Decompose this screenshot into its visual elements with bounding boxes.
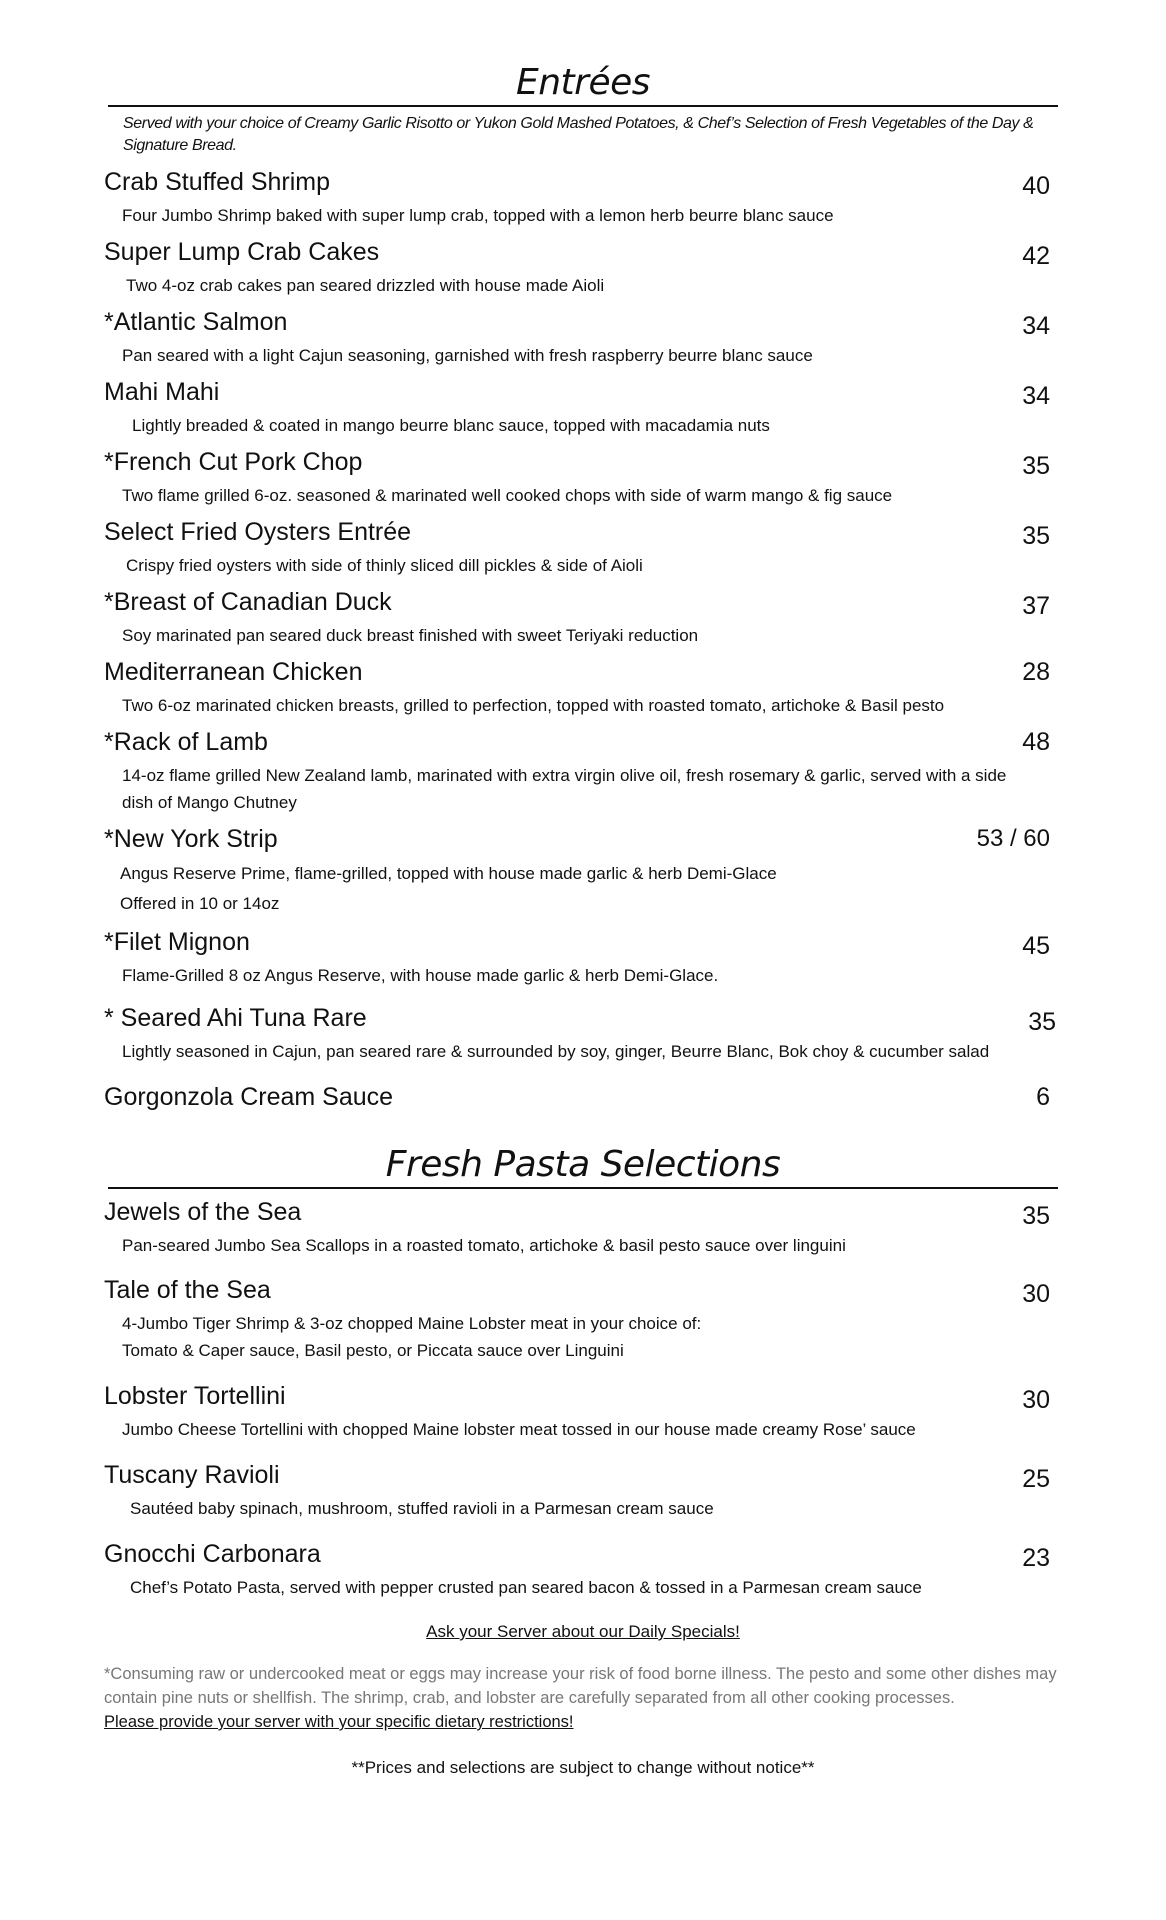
item-price: 6 (1036, 1083, 1050, 1111)
item-description: 14-oz flame grilled New Zealand lamb, marinated with extra virgin olive oil, fresh rosemary & garlic, served with a side dish of Mango Chutney (122, 766, 1007, 812)
item-description: Pan seared with a light Cajun seasoning, garnished with fresh raspberry beurre blanc sauce (122, 346, 813, 365)
item-price: 35 (1022, 452, 1050, 480)
item-name: *New York Strip (104, 825, 278, 853)
item-description: Two 4-oz crab cakes pan seared drizzled with house made Aioli (126, 276, 605, 295)
menu-item (104, 445, 1050, 509)
item-description: Angus Reserve Prime, flame-grilled, topped with house made garlic & herb Demi-Glace Offered in 10 or 14oz (120, 864, 777, 913)
menu-item (104, 585, 1050, 649)
menu-item (104, 1001, 1056, 1065)
menu-item (104, 725, 1050, 816)
menu-item (104, 515, 1050, 579)
item-name: *French Cut Pork Chop (104, 448, 363, 476)
price-change-notice: **Prices and selections are subject to change without notice** (351, 1758, 815, 1777)
menu-item (104, 1458, 1050, 1522)
item-description: Crispy fried oysters with side of thinly sliced dill pickles & side of Aioli (126, 556, 643, 575)
item-description: Lightly breaded & coated in mango beurre blanc sauce, topped with macadamia nuts (132, 416, 770, 435)
item-description: Pan-seared Jumbo Sea Scallops in a roasted tomato, artichoke & basil pesto sauce over linguini (122, 1236, 846, 1255)
item-price: 30 (1022, 1280, 1050, 1308)
menu-item (104, 1537, 1050, 1601)
item-price: 34 (1022, 312, 1050, 340)
item-name: Jewels of the Sea (104, 1198, 302, 1226)
item-name: *Breast of Canadian Duck (104, 588, 392, 616)
item-description: Flame-Grilled 8 oz Angus Reserve, with house made garlic & herb Demi-Glace. (122, 966, 719, 985)
item-description: Sautéed baby spinach, mushroom, stuffed ravioli in a Parmesan cream sauce (130, 1499, 714, 1518)
item-price: 53 / 60 (976, 825, 1050, 852)
item-price: 48 (1022, 728, 1050, 756)
item-name: Super Lump Crab Cakes (104, 238, 380, 266)
item-description: Chef’s Potato Pasta, served with pepper crusted pan seared bacon & tossed in a Parmesan cream sauce (130, 1578, 922, 1597)
item-name: Lobster Tortellini (104, 1382, 286, 1410)
item-name: * Seared Ahi Tuna Rare (104, 1004, 367, 1032)
item-price: 35 (1022, 522, 1050, 550)
menu-item (104, 305, 1050, 369)
item-price: 25 (1022, 1465, 1050, 1493)
dietary-restrictions-note: Please provide your server with your specific dietary restrictions! (104, 1713, 574, 1731)
item-price: 23 (1022, 1544, 1050, 1572)
item-price: 45 (1022, 932, 1050, 960)
item-description: Four Jumbo Shrimp baked with super lump crab, topped with a lemon herb beurre blanc sauce (122, 206, 834, 225)
item-name: Crab Stuffed Shrimp (104, 168, 331, 196)
item-description: Lightly seasoned in Cajun, pan seared rare & surrounded by soy, ginger, Beurre Blanc, Bok choy & cucumber salad (122, 1042, 990, 1061)
item-name: Select Fried Oysters Entrée (104, 518, 412, 546)
item-name: *Atlantic Salmon (104, 308, 288, 336)
entrees-note: Served with your choice of Creamy Garlic Risotto or Yukon Gold Mashed Potatoes, & Chef’s Selection of Fresh Vegetables of the Day & Signature Bread. (123, 115, 1034, 154)
item-price: 30 (1022, 1386, 1050, 1414)
daily-specials-note: Ask your Server about our Daily Specials! (426, 1622, 740, 1641)
entrees-title: Entrées (108, 62, 1058, 107)
health-disclaimer: *Consuming raw or undercooked meat or eggs may increase your risk of food borne illness. The pesto and some other dishes may contain pine nuts or shellfish. The shrimp, crab, and lobster are carefully separated from all other cooking processes. (104, 1665, 1057, 1707)
menu-item (104, 375, 1050, 439)
item-name: Gnocchi Carbonara (104, 1540, 321, 1568)
item-name: Tale of the Sea (104, 1276, 271, 1304)
item-description: Jumbo Cheese Tortellini with chopped Maine lobster meat tossed in our house made creamy Rose’ sauce (122, 1420, 916, 1439)
item-price: 28 (1022, 658, 1050, 686)
item-price: 34 (1022, 382, 1050, 410)
item-name: *Filet Mignon (104, 928, 250, 956)
item-name: Mediterranean Chicken (104, 658, 363, 686)
item-name: Mahi Mahi (104, 378, 220, 406)
item-price: 42 (1022, 242, 1050, 270)
item-price: 35 (1028, 1008, 1056, 1036)
item-name: Tuscany Ravioli (104, 1461, 280, 1489)
menu-item (104, 1379, 1050, 1443)
item-description: Two 6-oz marinated chicken breasts, grilled to perfection, topped with roasted tomato, artichoke & Basil pesto (122, 696, 945, 715)
item-name: Gorgonzola Cream Sauce (104, 1083, 394, 1111)
item-price: 37 (1022, 592, 1050, 620)
item-price: 40 (1022, 172, 1050, 200)
pasta-title: Fresh Pasta Selections (108, 1144, 1058, 1189)
menu-item (104, 822, 1050, 919)
item-description: 4-Jumbo Tiger Shrimp & 3-oz chopped Maine Lobster meat in your choice of: Tomato & Caper sauce, Basil pesto, or Piccata sauce over Linguini (122, 1314, 702, 1360)
item-description: Soy marinated pan seared duck breast finished with sweet Teriyaki reduction (122, 626, 699, 645)
menu-item (104, 165, 1050, 229)
item-description: Two flame grilled 6-oz. seasoned & marinated well cooked chops with side of warm mango & fig sauce (122, 486, 893, 505)
menu-item (104, 925, 1050, 989)
menu-item (104, 235, 1050, 299)
item-name: *Rack of Lamb (104, 728, 268, 756)
menu-item (104, 1195, 1050, 1259)
item-price: 35 (1022, 1202, 1050, 1230)
menu-item (104, 1273, 1050, 1364)
menu-item (104, 1080, 1050, 1114)
menu-item (104, 655, 1050, 719)
